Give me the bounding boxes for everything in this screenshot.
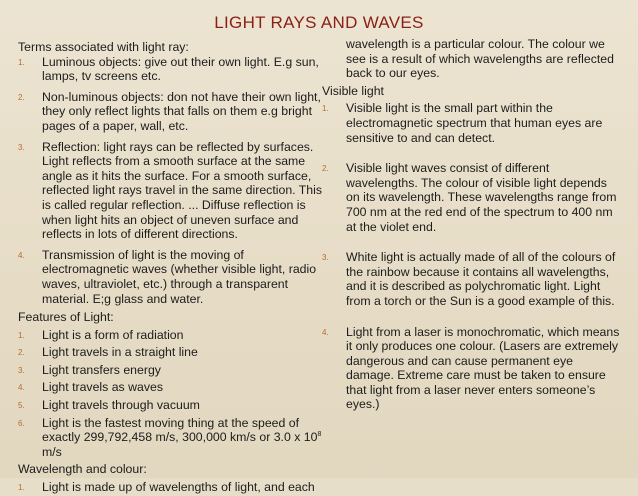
list-text: Non-luminous objects: don not have their own light, they only reflect lights that falls on them e.g bright pages of a paper, wall, etc.: [42, 89, 321, 133]
list-item: [322, 161, 622, 234]
list-item: [18, 380, 323, 395]
slide-title: LIGHT RAYS AND WAVES: [214, 13, 424, 32]
list-number: 4.: [322, 327, 329, 337]
list-number: 3.: [322, 253, 329, 263]
list-item: [18, 416, 323, 460]
list-item: [18, 363, 323, 378]
right-column: [322, 37, 622, 412]
list-item: [18, 398, 323, 413]
list-text: Luminous objects: give out their own light. E.g sun, lamps, tv screens etc.: [42, 54, 319, 84]
list-text: Visible light waves consist of different wavelengths. The colour of visible light depends on its wavelength. These wavelengths range from 700 nm at the red end of the spectrum to 400 nm at the violet end.: [346, 161, 617, 234]
left-column: [18, 40, 323, 495]
list-text: Light travels in a straight line: [42, 345, 198, 360]
list-text: Transmission of light is the moving of electromagnetic waves (whether visible light, radio waves, ultraviolet, etc.) through a transparent material. E;g glass and water.: [42, 247, 317, 306]
list-item: [18, 140, 323, 242]
list-number: 5.: [18, 401, 25, 411]
visible-light-heading: Visible light: [322, 83, 384, 98]
list-number: 4.: [18, 250, 25, 260]
list-text: Light travels as waves: [42, 380, 163, 395]
list-text: Light from a laser is monochromatic, which means it only produces one colour. (Lasers are extremely dangerous and can cause permanent eye damage. Extreme care must be taken to ensure that light from a laser never enters someone’s eyes.): [346, 324, 620, 412]
list-item: [18, 248, 323, 306]
terms-heading: Terms associated with light ray:: [18, 40, 189, 54]
list-number: 3.: [18, 142, 25, 152]
list-item: [18, 345, 323, 360]
list-item: [322, 325, 622, 413]
list-number: 6.: [18, 418, 25, 428]
list-item: [18, 55, 323, 84]
list-text: Light is a form of radiation: [42, 327, 184, 342]
features-heading: Features of Light:: [18, 310, 114, 325]
wavelength-continuation: wavelength is a particular colour. The colour we see is a result of which wavelengths are reflected back to our eyes.: [346, 37, 614, 81]
list-number: 1.: [18, 57, 25, 67]
speed-unit: m/s: [42, 444, 62, 459]
list-number: 2.: [18, 348, 25, 358]
wavelength-heading: Wavelength and colour:: [18, 462, 147, 477]
list-number: 2.: [18, 92, 25, 102]
list-text: Light travels through vacuum: [42, 398, 200, 413]
list-number: 1.: [18, 483, 25, 493]
list-number: 4.: [18, 383, 25, 393]
list-text: White light is actually made of all of the colours of the rainbow because it contains all wavelengths, and it is described as polychromatic light. Light from a torch or the Sun is a good example of this.: [346, 250, 616, 308]
speed-exponent: 8: [317, 431, 322, 439]
list-text: Reflection: light rays can be reflected by surfaces. Light reflects from a smooth surface at the same angle as it hits the surface. For a smooth surface, reflected light rays travel in the same direction. This is called regular reflection. ... Diffuse reflection is when light hits an object of uneven surface and reflects in lots of different directions.: [42, 139, 322, 242]
list-text: Light transfers energy: [42, 362, 161, 377]
list-text: Light is made up of wavelengths of light, and each: [42, 480, 315, 495]
list-text: Light is the fastest moving thing at the speed of exactly 299,792,458 m/s, 300,000 km/s or 3.0 x 10: [42, 415, 318, 445]
list-item: [322, 250, 622, 308]
list-number: 1.: [322, 104, 329, 114]
list-item: [18, 480, 323, 495]
list-item: [18, 90, 323, 134]
list-text: Visible light is the small part within the electromagnetic spectrum that human eyes are sensitive to and can detect.: [346, 101, 603, 145]
list-number: 1.: [18, 330, 25, 340]
list-number: 2.: [322, 164, 329, 174]
list-item: [322, 101, 622, 145]
list-number: 3.: [18, 365, 25, 375]
list-item: [18, 328, 323, 343]
